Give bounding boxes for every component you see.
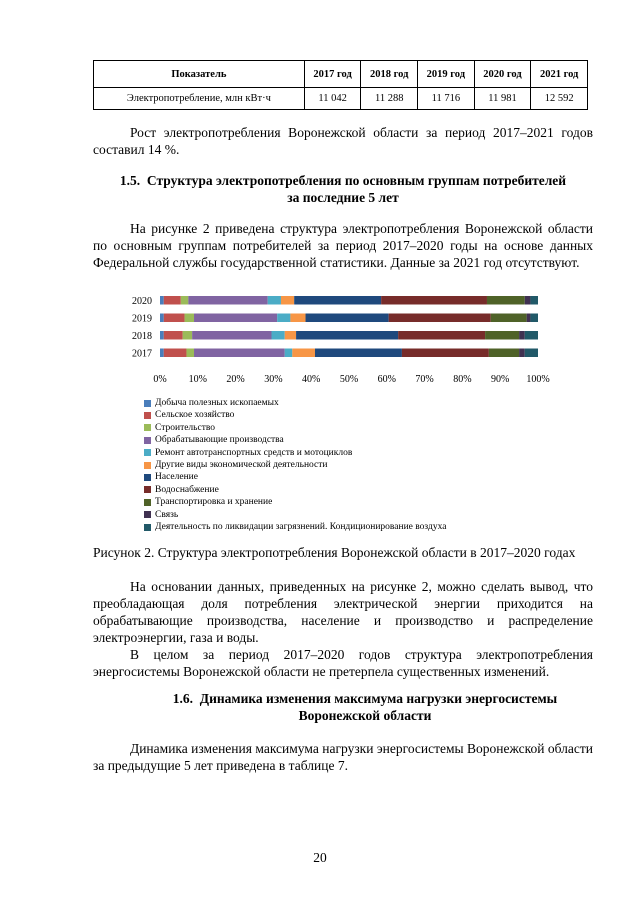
section-number: 1.6. bbox=[172, 691, 194, 706]
table-cell: 12 592 bbox=[531, 88, 588, 110]
table-header-row bbox=[94, 61, 588, 88]
paragraph-summary bbox=[93, 646, 593, 680]
bar-segment bbox=[402, 349, 489, 358]
legend-item bbox=[144, 447, 446, 459]
legend-label: Население bbox=[155, 472, 198, 483]
table-header-cell: 2017 год bbox=[304, 61, 361, 88]
bar-segment bbox=[315, 349, 402, 358]
legend-item bbox=[144, 409, 446, 421]
bar-segment bbox=[194, 349, 285, 358]
x-tick-label: 10% bbox=[188, 374, 207, 385]
section-heading-line bbox=[93, 172, 593, 189]
table-cell: Электропотребление, млн кВт·ч bbox=[94, 88, 305, 110]
structure-chart bbox=[120, 288, 560, 388]
bar-segment bbox=[160, 331, 164, 340]
legend-swatch bbox=[144, 474, 151, 481]
section-number: 1.5. bbox=[119, 173, 141, 188]
bar-segment bbox=[489, 349, 519, 358]
bar-segment bbox=[185, 314, 194, 323]
legend-label: Добыча полезных ископаемых bbox=[155, 398, 279, 408]
x-tick-label: 100% bbox=[526, 374, 550, 385]
paragraph-growth bbox=[93, 124, 593, 158]
x-tick-label: 60% bbox=[377, 374, 396, 385]
bar-segment bbox=[192, 331, 271, 340]
paragraph-text: На основании данных, приведенных на рисунке 2, можно сделать вывод, что преобладающая доля потребления электрической энергии приходится на обрабатывающие производства, население и производство и распределение электроэнергии, газа и воды. bbox=[93, 579, 593, 645]
figure-caption: Рисунок 2. Структура электропотребления Воронежской области в 2017–2020 годах bbox=[93, 545, 576, 560]
legend-item bbox=[144, 434, 446, 446]
paragraph-text: Динамика изменения максимума нагрузки энергосистемы Воронежской области за предыдущие 5 лет приведена в таблице 7. bbox=[93, 741, 593, 773]
bar-segment bbox=[160, 349, 164, 358]
legend-swatch bbox=[144, 511, 151, 518]
section-heading-line bbox=[150, 690, 580, 707]
category-label: 2017 bbox=[132, 348, 152, 360]
legend-swatch bbox=[144, 499, 151, 506]
x-tick-label: 50% bbox=[339, 374, 359, 385]
bar-segment bbox=[160, 296, 164, 305]
bar-segment bbox=[527, 314, 531, 323]
bar-segment bbox=[164, 314, 185, 323]
table-header-cell: 2021 год bbox=[531, 61, 588, 88]
x-tick-label: 80% bbox=[453, 374, 472, 385]
x-tick-label: 20% bbox=[226, 374, 245, 385]
legend-label: Строительство bbox=[155, 422, 216, 433]
legend-item bbox=[144, 459, 446, 471]
table-cell: 11 981 bbox=[474, 88, 531, 110]
legend-label: Связь bbox=[155, 509, 179, 520]
bar-segment bbox=[530, 314, 538, 323]
consumption-table bbox=[93, 60, 588, 110]
legend-swatch bbox=[144, 486, 151, 493]
paragraph-conclusion bbox=[93, 578, 593, 646]
table-row bbox=[94, 88, 588, 110]
bar-segment bbox=[281, 296, 294, 305]
x-tick-label: 90% bbox=[491, 374, 510, 385]
bar-segment bbox=[294, 296, 381, 305]
bar-segment bbox=[164, 296, 181, 305]
x-tick-label: 70% bbox=[415, 374, 434, 385]
section-title: Структура электропотребления по основным группам потребителей bbox=[146, 173, 567, 188]
paragraph-text: На рисунке 2 приведена структура электропотребления Воронежской области по основным группам потребителей за период 2017–2020 годы на основе данных Федеральной службы государственной статистики. Данные за 2021 год отсутствуют. bbox=[93, 221, 593, 270]
bar-segment bbox=[186, 349, 194, 358]
bar-segment bbox=[285, 349, 293, 358]
table-header-cell: 2020 год bbox=[474, 61, 531, 88]
legend-swatch bbox=[144, 424, 151, 431]
table-header-cell: 2019 год bbox=[418, 61, 475, 88]
bar-segment bbox=[292, 349, 315, 358]
bar-segment bbox=[485, 331, 519, 340]
category-label: 2020 bbox=[132, 296, 152, 307]
legend-swatch bbox=[144, 524, 151, 531]
bar-segment bbox=[285, 331, 296, 340]
bar-segment bbox=[277, 314, 290, 323]
legend-label: Обрабатывающие производства bbox=[155, 435, 284, 446]
legend-swatch bbox=[144, 449, 151, 456]
section-heading-1-6 bbox=[150, 690, 580, 724]
legend-label: Водоснабжение bbox=[155, 484, 219, 495]
legend-label: Ремонт автотранспортных средств и мотоциклов bbox=[155, 447, 353, 458]
legend-item bbox=[144, 521, 446, 533]
bar-segment bbox=[268, 296, 281, 305]
bar-segment bbox=[519, 349, 525, 358]
paragraph-text: В целом за период 2017–2020 годов структура электропотребления энергосистемы Воронежской области не претерпела существенных изменений. bbox=[93, 647, 593, 679]
section-title: Динамика изменения максимума нагрузки энергосистемы bbox=[199, 691, 558, 706]
legend-item bbox=[144, 397, 446, 409]
bar-segment bbox=[525, 349, 538, 358]
legend-item bbox=[144, 496, 446, 508]
table-cell: 11 288 bbox=[361, 88, 418, 110]
table-cell: 11 716 bbox=[418, 88, 475, 110]
bar-segment bbox=[183, 331, 192, 340]
legend-label: Транспортировка и хранение bbox=[155, 497, 273, 508]
legend-item bbox=[144, 471, 446, 483]
paragraph-load-dynamics bbox=[93, 740, 593, 774]
legend-item bbox=[144, 422, 446, 434]
legend-label: Сельское хозяйство bbox=[155, 410, 235, 421]
bar-segment bbox=[519, 331, 525, 340]
bar-segment bbox=[398, 331, 485, 340]
bar-segment bbox=[164, 349, 187, 358]
table-header-cell: 2018 год bbox=[361, 61, 418, 88]
paragraph-text: Рост электропотребления Воронежской области за период 2017–2021 годов составил 14 %. bbox=[93, 125, 593, 157]
legend-item bbox=[144, 509, 446, 521]
chart-legend bbox=[144, 397, 446, 533]
category-label: 2019 bbox=[132, 313, 152, 325]
legend-swatch bbox=[144, 412, 151, 419]
table-cell: 11 042 bbox=[304, 88, 361, 110]
bar-segment bbox=[306, 314, 389, 323]
bar-segment bbox=[194, 314, 277, 323]
bar-segment bbox=[389, 314, 491, 323]
bar-segment bbox=[160, 314, 164, 323]
category-label: 2018 bbox=[132, 331, 152, 342]
bar-segment bbox=[188, 296, 267, 305]
bar-segment bbox=[272, 331, 285, 340]
section-title: Воронежской области bbox=[298, 708, 432, 723]
legend-item bbox=[144, 484, 446, 496]
bar-segment bbox=[164, 331, 183, 340]
bar-segment bbox=[491, 314, 527, 323]
legend-label: Другие виды экономической деятельности bbox=[155, 459, 328, 470]
bar-segment bbox=[525, 331, 538, 340]
bar-segment bbox=[530, 296, 538, 305]
x-tick-label: 30% bbox=[264, 374, 283, 385]
bar-segment bbox=[487, 296, 525, 305]
x-tick-label: 0% bbox=[153, 374, 167, 385]
bar-segment bbox=[181, 296, 189, 305]
bar-segment bbox=[290, 314, 305, 323]
legend-label: Деятельность по ликвидации загрязнений. Кондиционирование воздуха bbox=[155, 521, 447, 532]
section-title: за последние 5 лет bbox=[287, 190, 399, 205]
legend-swatch bbox=[144, 462, 151, 469]
bar-segment bbox=[525, 296, 531, 305]
legend-swatch bbox=[144, 400, 151, 407]
bar-segment bbox=[381, 296, 487, 305]
page-number: 20 bbox=[313, 850, 327, 865]
legend-swatch bbox=[144, 437, 151, 444]
paragraph-structure-intro bbox=[93, 220, 593, 271]
section-heading-1-5 bbox=[93, 172, 593, 206]
table-header-cell: Показатель bbox=[94, 61, 305, 88]
bar-segment bbox=[296, 331, 398, 340]
x-tick-label: 40% bbox=[302, 374, 321, 385]
